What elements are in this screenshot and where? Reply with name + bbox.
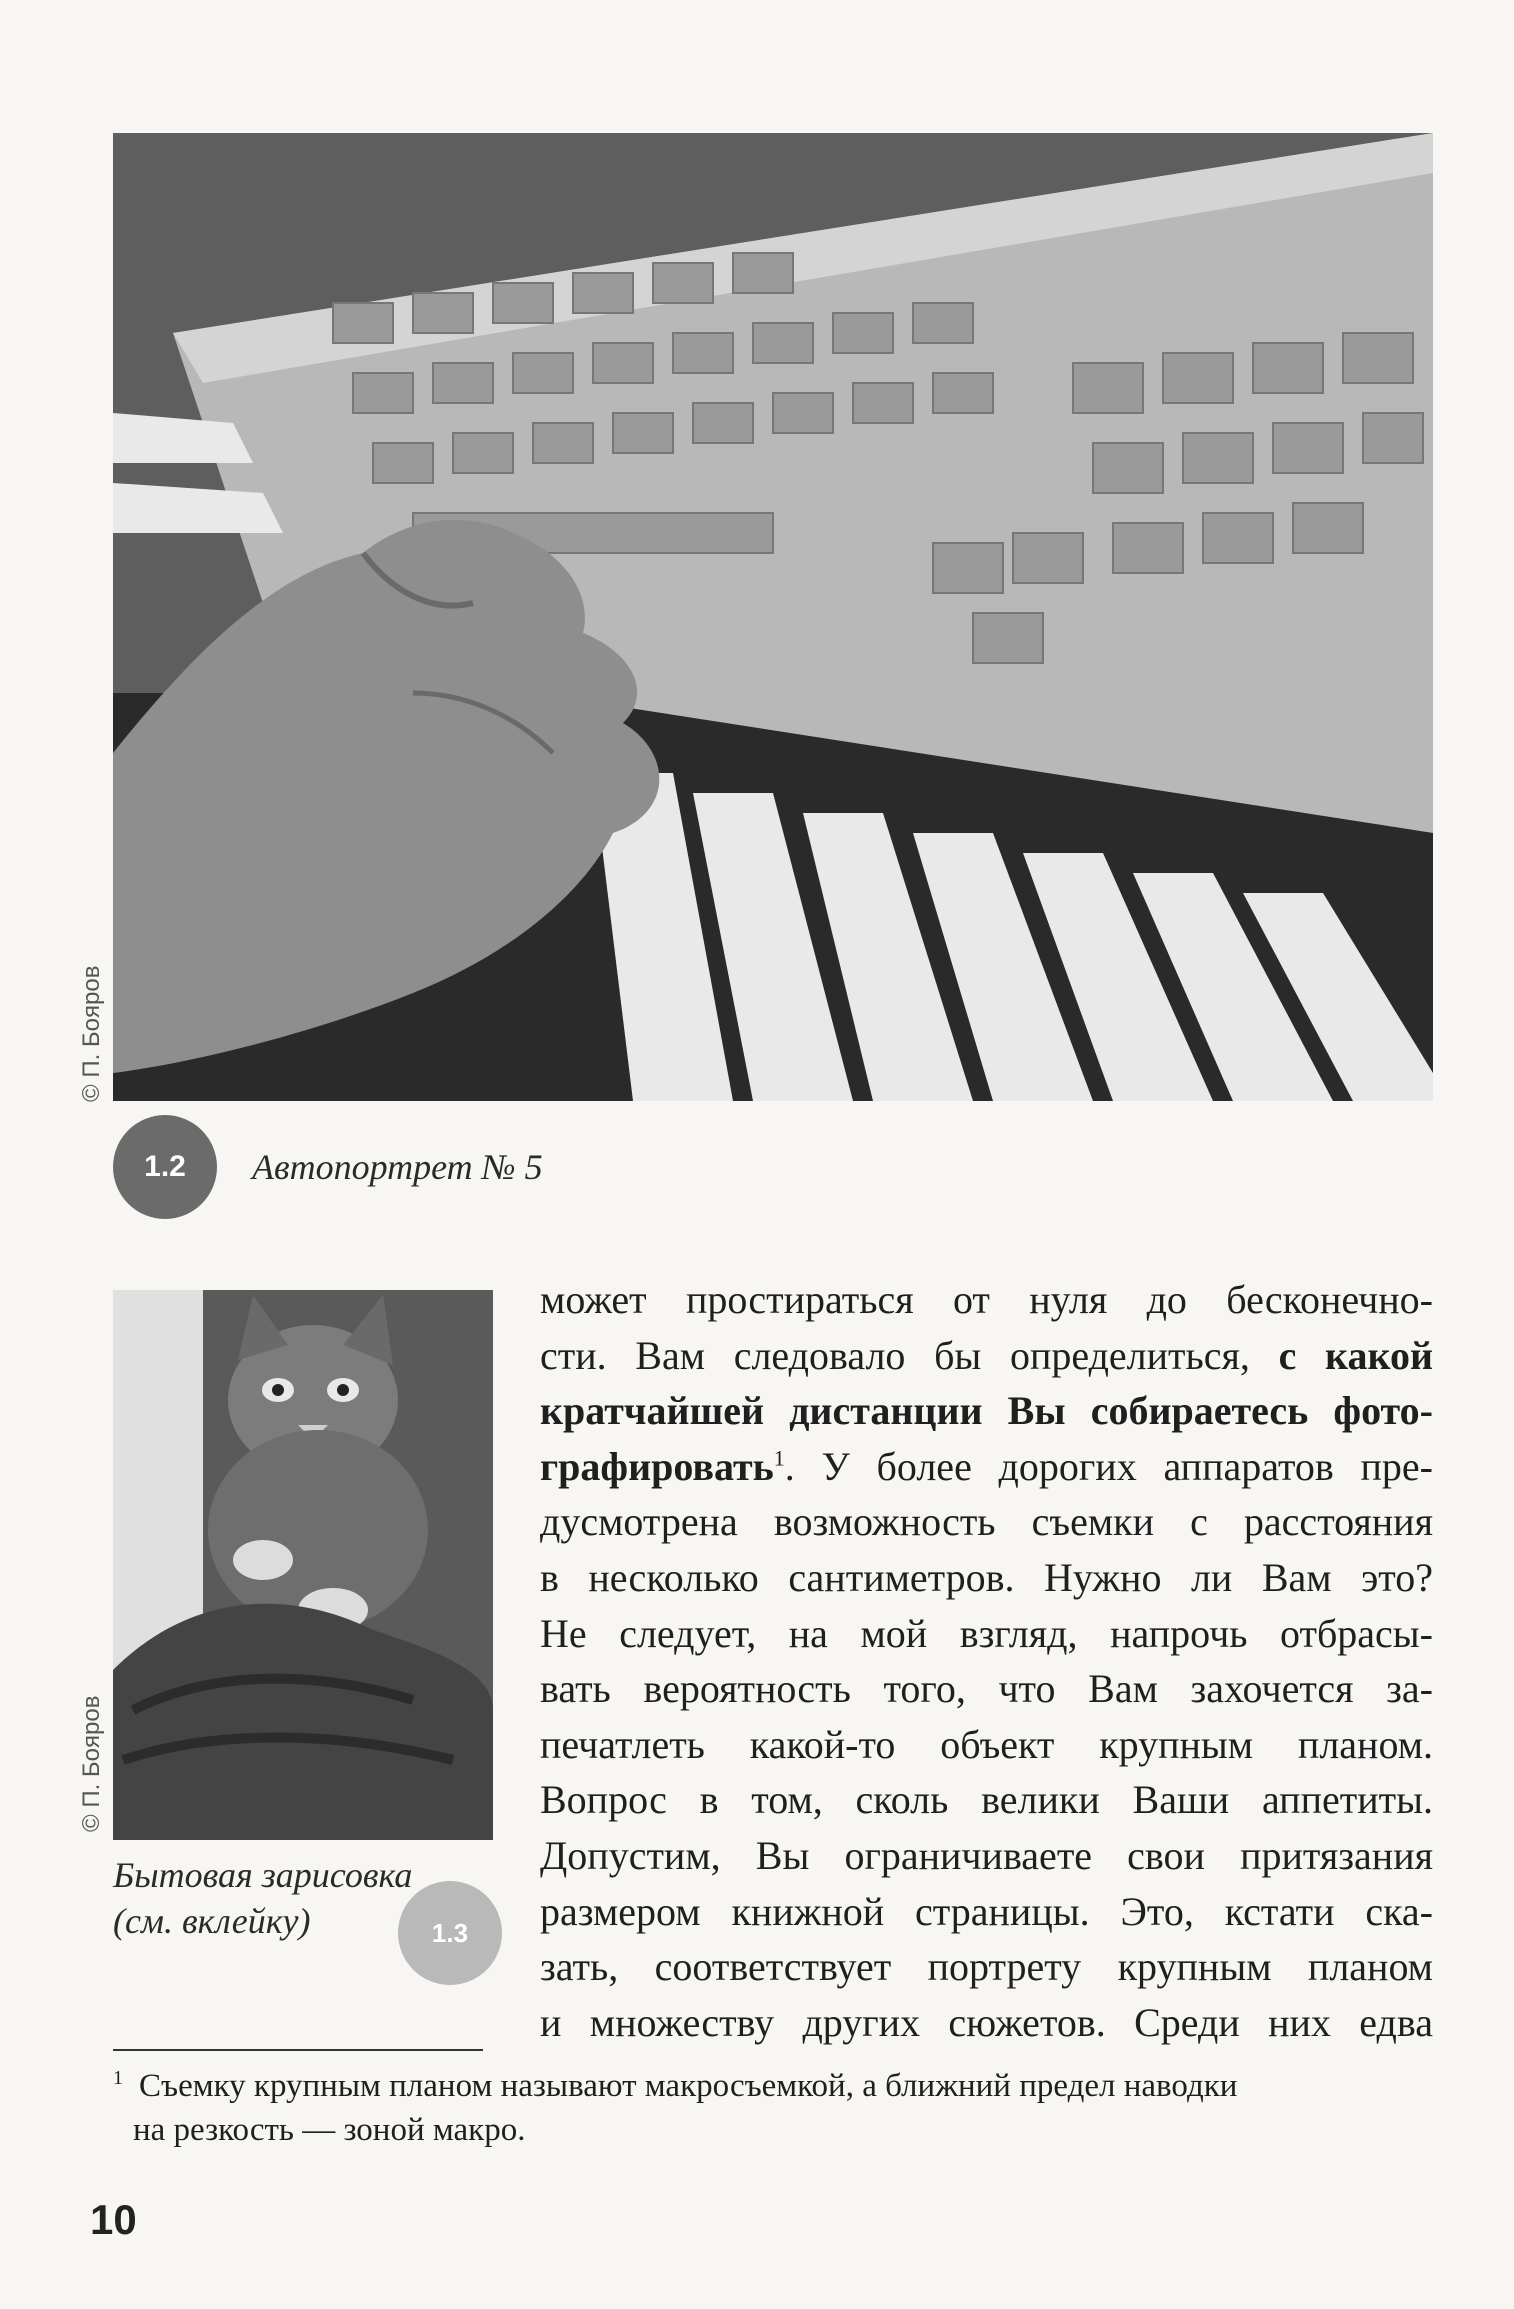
- caption-line: Бытовая зарисовка: [113, 1855, 413, 1895]
- body-line: [540, 1439, 1433, 1495]
- figure-caption-1-2: Автопортрет № 5: [252, 1147, 543, 1187]
- footnote-divider: [113, 2049, 483, 2051]
- photo-kitten: [113, 1290, 493, 1840]
- bold-emphasis: графировать: [540, 1443, 774, 1489]
- footnote-line: [113, 2064, 1433, 2108]
- body-line: размером книжной страницы. Это, кстати ска-: [540, 1888, 1433, 1934]
- body-line: [540, 1328, 1433, 1384]
- body-line: в несколько сантиметров. Нужно ли Вам это?: [540, 1554, 1433, 1600]
- body-line: зать, соответствует портрету крупным планом: [540, 1944, 1433, 1990]
- footnote-mark: 1: [113, 2067, 123, 2089]
- body-line: вать вероятность того, что Вам захочется за-: [540, 1666, 1433, 1712]
- photo-credit-1-3: © П. Бояров: [78, 1695, 105, 1832]
- photo-self-portrait: [113, 133, 1433, 1101]
- page-number: 10: [90, 2196, 137, 2243]
- footnote-line: на резкость — зоной макро.: [133, 2112, 526, 2148]
- figure-number-badge-1-2: 1.2: [113, 1115, 217, 1219]
- body-line: и множеству других сюжетов. Среди них едва: [540, 1999, 1433, 2045]
- body-line: может простираться от нуля до бесконечно-: [540, 1277, 1433, 1322]
- footnote: [113, 2064, 1433, 2152]
- photo-credit-1-2: © П. Бояров: [78, 965, 105, 1102]
- body-line: Вопрос в том, сколь велики Ваши аппетиты.: [540, 1777, 1433, 1823]
- footnote-reference: 1: [773, 1445, 785, 1471]
- body-line: дусмотрена возможность съемки с расстояния: [540, 1499, 1433, 1545]
- photo-kitten-illustration: [113, 1290, 493, 1840]
- body-line: Допустим, Вы ограничиваете свои притязания: [540, 1832, 1433, 1878]
- body-line-text: сти. Вам следовало бы определиться,: [540, 1332, 1279, 1378]
- body-text: [540, 1272, 1433, 2050]
- body-line-text: . У более дорогих аппаратов пре-: [784, 1443, 1433, 1489]
- figure-number-badge-1-3: 1.3: [398, 1881, 502, 1985]
- photo-keyboard-piano-illustration: [113, 133, 1433, 1101]
- footnote-text: Съемку крупным планом называют макросъемкой, а ближний предел наводки: [139, 2068, 1238, 2104]
- body-line-bold: кратчайшей дистанции Вы собираетесь фото-: [540, 1388, 1433, 1434]
- bold-emphasis: с какой: [1278, 1332, 1434, 1378]
- body-line: Не следует, на мой взгляд, напрочь отбрасы-: [540, 1610, 1433, 1656]
- body-line: печатлеть какой-то объект крупным планом.: [540, 1721, 1433, 1767]
- caption-line: (см. вклейку): [113, 1901, 311, 1941]
